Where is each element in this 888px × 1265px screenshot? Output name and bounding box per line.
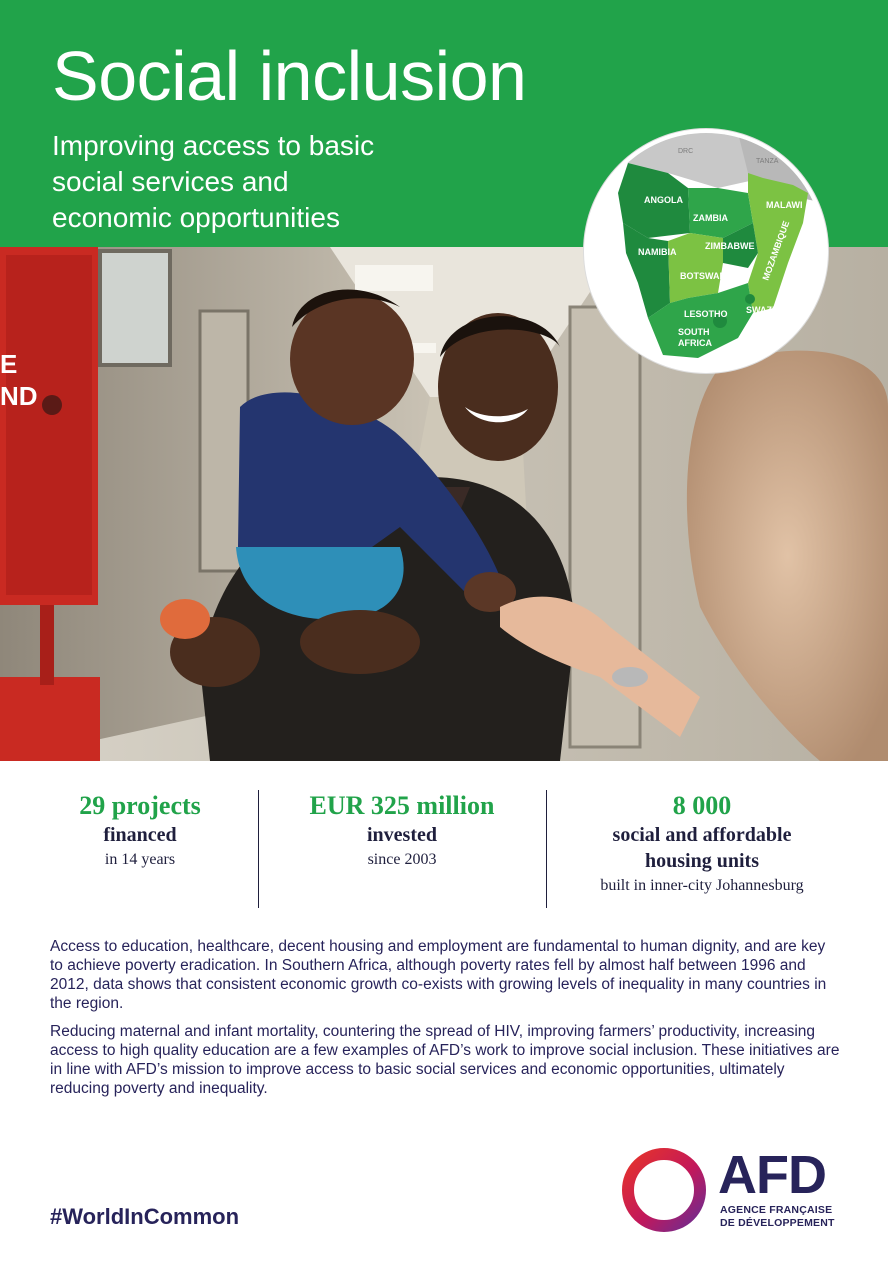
map-label-angola: ANGOLA bbox=[644, 195, 683, 205]
map-label-tanzania: TANZA bbox=[756, 158, 779, 165]
map-label-namibia: NAMIBIA bbox=[638, 247, 677, 257]
map-label-south-africa-line1: SOUTH bbox=[678, 327, 710, 337]
stat-number: 8 000 bbox=[672, 791, 732, 820]
logo-tagline-line1: AGENCE FRANÇAISE bbox=[720, 1204, 833, 1216]
map-label-swaziland: SWAZILAND bbox=[746, 305, 800, 315]
map-label-lesotho: LESOTHO bbox=[684, 309, 728, 319]
map-label-zimbabwe: ZIMBABWE bbox=[705, 241, 755, 251]
stat-divider bbox=[546, 790, 547, 908]
stat-housing bbox=[556, 790, 848, 898]
stat-projects bbox=[30, 790, 250, 872]
body-text bbox=[50, 937, 840, 1107]
stat-number: EUR 325 million bbox=[309, 791, 495, 820]
logo-tagline-line2: DE DÉVELOPPEMENT bbox=[720, 1217, 835, 1229]
logo-wordmark: AFD bbox=[718, 1145, 826, 1205]
stat-number: 29 projects bbox=[79, 791, 201, 820]
map-label-malawi: MALAWI bbox=[766, 200, 803, 210]
stat-label: invested bbox=[367, 824, 437, 846]
map-label-drc: DRC bbox=[678, 148, 694, 155]
logo-tagline bbox=[720, 1204, 835, 1230]
stat-label: financed bbox=[103, 824, 177, 846]
paragraph: Reducing maternal and infant mortality, countering the spread of HIV, improving farmers’ productivity, increasing access to high quality education are a few examples of AFD’s work to improve social inclusion. These initiatives are in line with AFD’s mission to improve access to basic social services and economic opportunities, ultimately reducing poverty and inequality. bbox=[50, 1023, 840, 1097]
stat-sub: since 2003 bbox=[367, 851, 437, 868]
page-subtitle: Improving access to basic social services and economic opportunities bbox=[52, 130, 375, 233]
map-label-mozambique: MOZAMBIQUE bbox=[760, 219, 792, 282]
map-illustration bbox=[588, 133, 824, 369]
afd-logo bbox=[618, 1144, 848, 1236]
page-title: Social inclusion bbox=[52, 37, 527, 115]
southern-africa-map bbox=[584, 129, 828, 373]
stat-divider bbox=[258, 790, 259, 908]
stat-investment bbox=[268, 790, 536, 872]
key-figures bbox=[0, 790, 888, 912]
svg-text:ND: ND bbox=[0, 381, 38, 411]
map-label-botswana: BOTSWANA bbox=[680, 271, 733, 281]
map-label-zambia: ZAMBIA bbox=[693, 213, 728, 223]
map-label-south-africa-line2: AFRICA bbox=[678, 338, 712, 348]
stat-label: social and affordable housing units bbox=[612, 824, 792, 872]
hashtag: #WorldInCommon bbox=[50, 1204, 240, 1229]
afd-ring-icon bbox=[618, 1144, 710, 1236]
stat-sub: built in inner-city Johannesburg bbox=[600, 877, 804, 894]
stat-sub: in 14 years bbox=[104, 851, 176, 868]
paragraph: Access to education, healthcare, decent housing and employment are fundamental to human dignity, and are key to achieve poverty eradication. In Southern Africa, although poverty rates fell by almost half between 1996 and 2012, data shows that consistent economic growth co-exists with growing levels of inequality in many countries in the region. bbox=[50, 938, 827, 1012]
svg-text:E: E bbox=[0, 349, 18, 379]
